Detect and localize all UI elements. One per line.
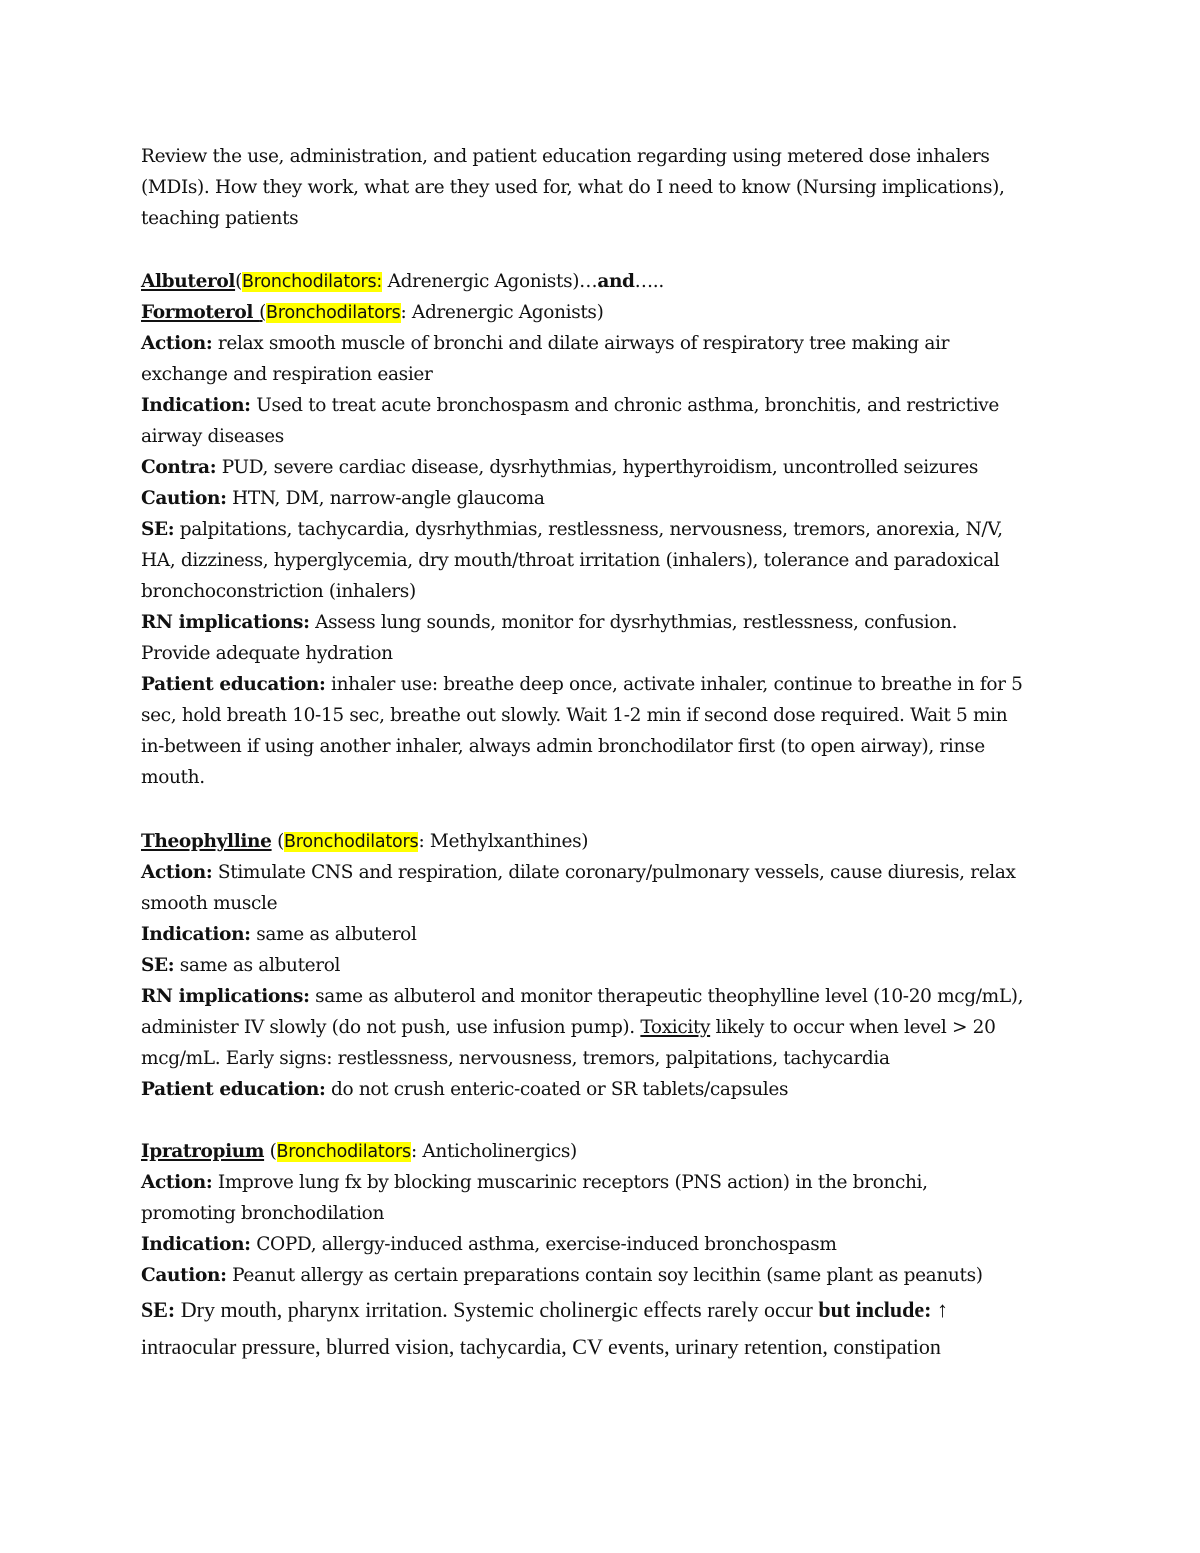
action-line: promoting bronchodilation	[141, 1203, 385, 1224]
drug-class: Adrenergic Agonists)…	[382, 271, 598, 292]
drug-name-ipratropium: Ipratropium	[141, 1141, 265, 1162]
drug-name-albuterol: Albuterol	[141, 271, 236, 292]
contra-label: Contra:	[141, 457, 217, 478]
and-label: and	[597, 271, 635, 292]
action-line	[141, 1167, 1061, 1198]
drug-name-formoterol: Formoterol	[141, 302, 260, 323]
contra-text: PUD, severe cardiac disease, dysrhythmias, hyperthyroidism, uncontrolled seizures	[216, 457, 979, 478]
se-label: SE:	[141, 519, 175, 540]
se-text: palpitations, tachycardia, dysrhythmias, restlessness, nervousness, tremors, anorexia, N/V,	[174, 519, 1003, 540]
rn-label: RN implications:	[141, 986, 310, 1007]
pe-text: inhaler use: breathe deep once, activate inhaler, continue to breathe in for 5	[325, 674, 1023, 695]
ipratropium-heading	[141, 1136, 1061, 1167]
indication-text: Used to treat acute bronchospasm and chronic asthma, bronchitis, and restrictive	[250, 395, 999, 416]
action-label: Action:	[141, 862, 213, 883]
intro-line: teaching patients	[141, 208, 299, 229]
se-label: SE:	[141, 1297, 176, 1322]
drug-name-theophylline: Theophylline	[141, 831, 272, 852]
indication-text: same as albuterol	[250, 924, 417, 945]
highlight-bronchodilators: Bronchodilators	[276, 1142, 411, 1162]
paren: (	[264, 1141, 277, 1162]
rn-line	[141, 607, 1061, 638]
ellipsis: …..	[634, 271, 664, 292]
contra-line	[141, 452, 1061, 483]
pe-line: sec, hold breath 10-15 sec, breathe out slowly. Wait 1-2 min if second dose required. Wait 5 min	[141, 705, 1008, 726]
se-line	[141, 1291, 1061, 1328]
caution-label: Caution:	[141, 488, 227, 509]
but-include-label: but include:	[818, 1297, 932, 1322]
action-label: Action:	[141, 1172, 213, 1193]
se-text: same as albuterol	[174, 955, 341, 976]
se-text: Dry mouth, pharynx irritation. Systemic cholinergic effects rarely occur	[175, 1297, 819, 1322]
ipratropium-section	[141, 1136, 1061, 1365]
highlight-bronchodilators: Bronchodilators	[266, 303, 401, 323]
rn-text: same as albuterol and monitor therapeutic theophylline level (10-20 mcg/mL),	[309, 986, 1024, 1007]
up-arrow-icon: ↑	[931, 1297, 948, 1322]
se-label: SE:	[141, 955, 175, 976]
indication-line	[141, 390, 1061, 421]
intro-line: (MDIs). How they work, what are they used for, what do I need to know (Nursing implications),	[141, 177, 1005, 198]
formoterol-heading	[141, 297, 1061, 328]
pe-line: in-between if using another inhaler, always admin bronchodilator first (to open airway), rinse	[141, 736, 985, 757]
paren: (	[271, 831, 284, 852]
rn-line	[141, 1012, 1061, 1043]
caution-line	[141, 483, 1061, 514]
indication-line	[141, 1229, 1061, 1260]
pe-line	[141, 669, 1061, 700]
rn-text: likely to occur when level > 20	[710, 1017, 996, 1038]
rn-text: administer IV slowly (do not push, use infusion pump).	[141, 1017, 641, 1038]
indication-line: airway diseases	[141, 426, 284, 447]
action-line	[141, 328, 1061, 359]
indication-label: Indication:	[141, 924, 251, 945]
action-text: Improve lung fx by blocking muscarinic receptors (PNS action) in the bronchi,	[212, 1172, 928, 1193]
indication-line	[141, 919, 1061, 950]
drug-class: : Anticholinergics)	[410, 1141, 577, 1162]
pe-text: do not crush enteric-coated or SR tablets/capsules	[325, 1079, 789, 1100]
intro-line: Review the use, administration, and patient education regarding using metered dose inhalers	[141, 146, 990, 167]
action-line: exchange and respiration easier	[141, 364, 433, 385]
rn-line: Provide adequate hydration	[141, 643, 393, 664]
action-line	[141, 857, 1061, 888]
caution-line	[141, 1260, 1061, 1291]
se-line: HA, dizziness, hyperglycemia, dry mouth/throat irritation (inhalers), tolerance and paradoxical	[141, 550, 1000, 571]
indication-label: Indication:	[141, 1234, 251, 1255]
indication-label: Indication:	[141, 395, 251, 416]
albuterol-section	[141, 266, 1061, 793]
pe-line: mouth.	[141, 767, 205, 788]
rn-line: mcg/mL. Early signs: restlessness, nervousness, tremors, palpitations, tachycardia	[141, 1048, 890, 1069]
action-label: Action:	[141, 333, 213, 354]
rn-line	[141, 981, 1061, 1012]
pe-line	[141, 1074, 1061, 1105]
se-line: bronchoconstriction (inhalers)	[141, 581, 416, 602]
toxicity-term: Toxicity	[640, 1017, 711, 1038]
albuterol-heading	[141, 266, 1061, 297]
rn-label: RN implications:	[141, 612, 310, 633]
drug-class: : Methylxanthines)	[418, 831, 589, 852]
se-line	[141, 514, 1061, 545]
caution-text: Peanut allergy as certain preparations contain soy lecithin (same plant as peanuts)	[226, 1265, 983, 1286]
action-line: smooth muscle	[141, 893, 278, 914]
action-text: relax smooth muscle of bronchi and dilate airways of respiratory tree making air	[212, 333, 950, 354]
drug-class: : Adrenergic Agonists)	[400, 302, 604, 323]
rn-text: Assess lung sounds, monitor for dysrhythmias, restlessness, confusion.	[309, 612, 958, 633]
paren: (	[259, 302, 267, 323]
highlight-bronchodilators: Bronchodilators	[283, 832, 419, 852]
pe-label: Patient education:	[141, 1079, 326, 1100]
theophylline-section	[141, 826, 1061, 1105]
indication-text: COPD, allergy-induced asthma, exercise-induced bronchospasm	[250, 1234, 837, 1255]
se-line	[141, 950, 1061, 981]
theophylline-heading	[141, 826, 1061, 857]
se-line: intraocular pressure, blurred vision, tachycardia, CV events, urinary retention, constipation	[141, 1334, 941, 1359]
caution-text: HTN, DM, narrow-angle glaucoma	[226, 488, 545, 509]
paren: (	[235, 271, 242, 292]
action-text: Stimulate CNS and respiration, dilate coronary/pulmonary vessels, cause diuresis, relax	[212, 862, 1016, 883]
caution-label: Caution:	[141, 1265, 227, 1286]
highlight-bronchodilators: Bronchodilators:	[241, 272, 383, 292]
pe-label: Patient education:	[141, 674, 326, 695]
intro-paragraph	[141, 141, 1061, 234]
